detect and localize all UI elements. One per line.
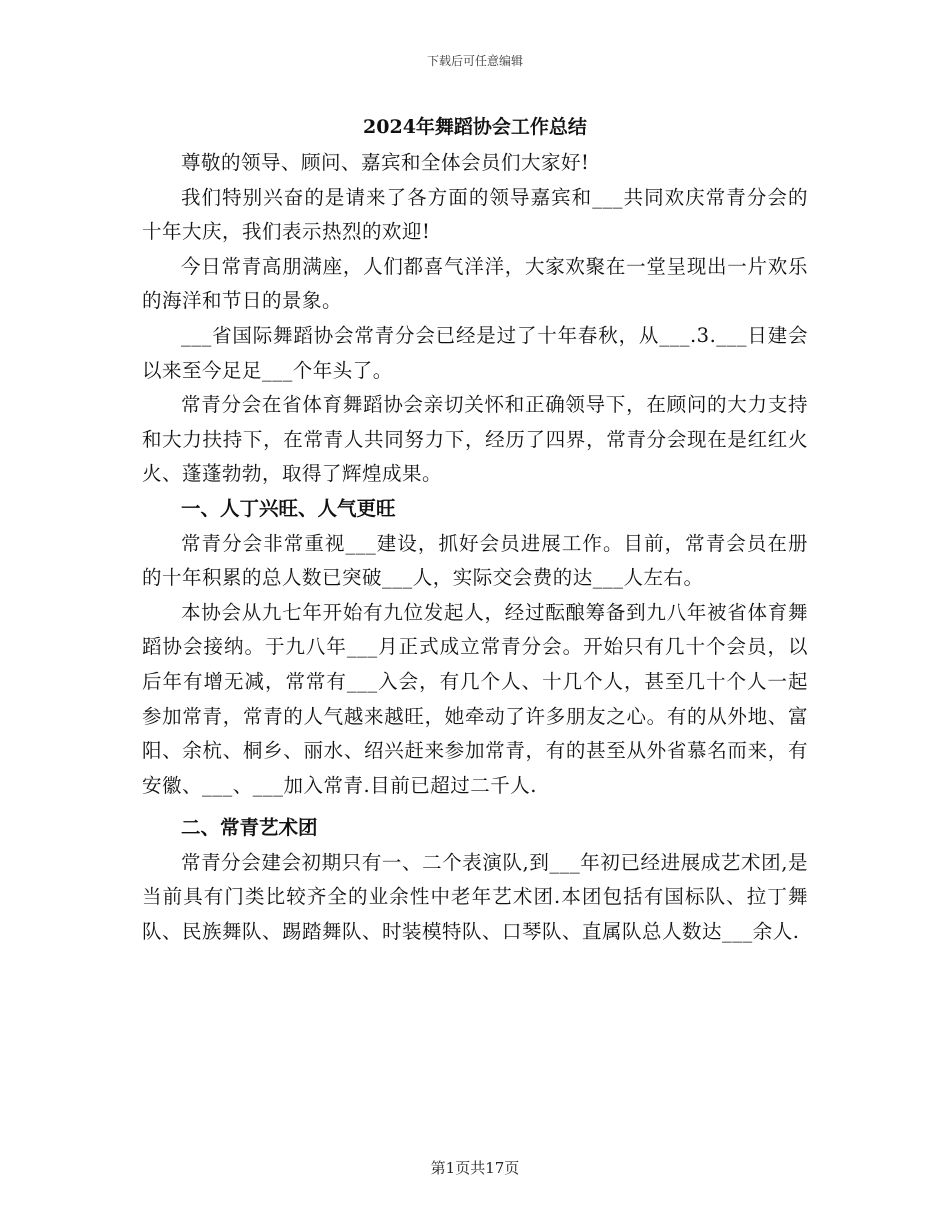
document-body [142, 110, 808, 950]
page-number: 第1页共17页 [430, 1159, 520, 1177]
section1-paragraph: 本协会从九七年开始有九位发起人，经过酝酿筹备到九八年被省体育舞蹈协会接纳。于九八年___月正式成立常青分会。开始只有几十个会员，以后年有增无减，常常有___入会，有几个人、十几个人，甚至几十个人一起参加常青，常青的人气越来越旺，她牵动了许多朋友之心。有的从外地、富阳、余杭、桐乡、丽水、绍兴赶来参加常青，有的甚至从外省慕名而来，有安徽、___、___加入常青.目前已超过二千人. [142, 600, 808, 797]
section2-paragraph: 常青分会建会初期只有一、二个表演队,到___年初已经进展成艺术团,是当前具有门类比较齐全的业余性中老年艺术团.本团包括有国标队、拉丁舞队、民族舞队、踢踏舞队、时装模特队、口琴队、直属队总人数达___余人. [142, 850, 808, 944]
welcome-paragraph: 我们特别兴奋的是请来了各方面的领导嘉宾和___共同欢庆常青分会的十年大庆，我们表示热烈的欢迎! [142, 185, 808, 244]
section-heading-2: 二、常青艺术团 [181, 816, 318, 840]
spacer [142, 803, 808, 811]
document-title: 2024年舞蹈协会工作总结 [363, 116, 587, 138]
achievement-paragraph: 常青分会在省体育舞蹈协会亲切关怀和正确领导下，在顾问的大力支持和大力扶持下，在常青人共同努力下，经历了四界，常青分会现在是红红火火、蓬蓬勃勃，取得了辉煌成果。 [142, 393, 808, 486]
section-heading-1: 一、人丁兴旺、人气更旺 [181, 496, 396, 520]
greeting-paragraph: 尊敬的领导、顾问、嘉宾和全体会员们大家好! [181, 151, 590, 174]
history-paragraph: ___省国际舞蹈协会常青分会已经是过了十年春秋，从___.3.___日建会以来至今足足___个年头了。 [142, 323, 808, 382]
section1-paragraph: 常青分会非常重视___建设，抓好会员进展工作。目前，常青会员在册的十年积累的总人数已突破___人，实际交会费的达___人左右。 [142, 531, 808, 590]
atmosphere-paragraph: 今日常青高朋满座，人们都喜气洋洋，大家欢聚在一堂呈现出一片欢乐的海洋和节日的景象。 [142, 254, 808, 313]
page-header-note: 下载后可任意编辑 [426, 54, 523, 68]
